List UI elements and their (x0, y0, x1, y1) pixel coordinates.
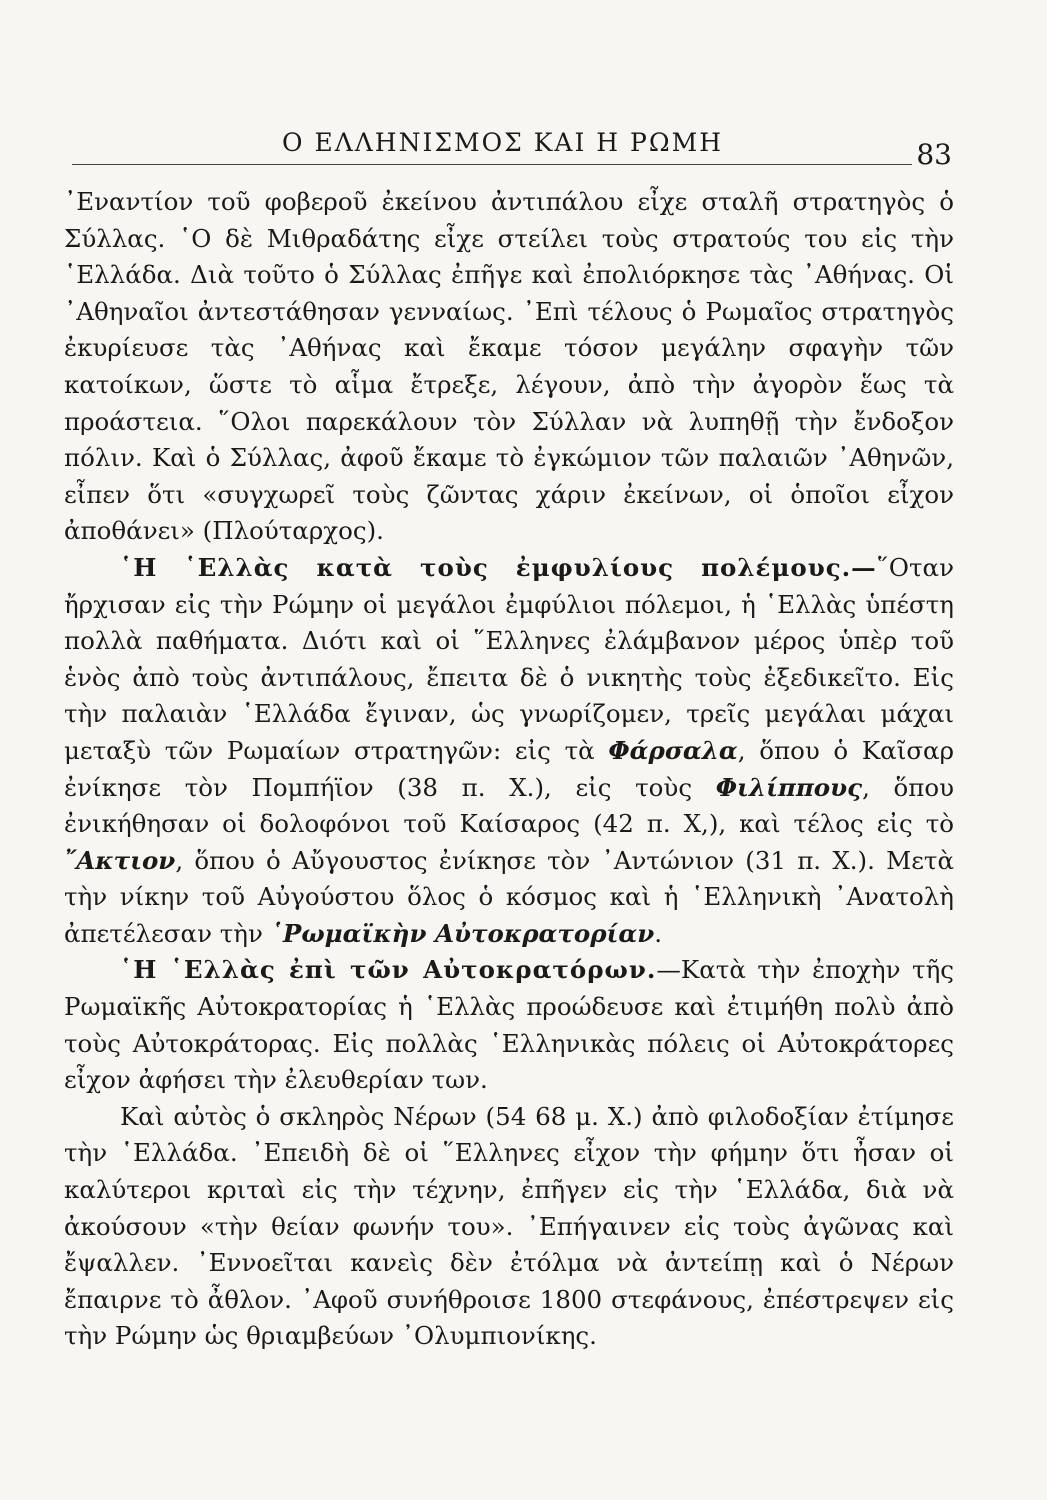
paragraph-nero: Καὶ αὐτὸς ὁ σκληρὸς Νέρων (54 68 μ. Χ.) ἀπὸ φιλοδοξίαν ἐτίμησε τὴν ῾Ελλάδα. ᾿Επειδὴ δὲ οἱ ῞Ελληνες εἶχον τὴν φήμην ὅτι ἦσαν οἱ καλύτεροι κριταὶ εἰς τὴν τέχνην, ἐπῆγεν εἰς τὴν ῾Ελλάδα, διὰ νὰ ἀκούσουν «τὴν θείαν φωνήν του». ᾿Επήγαινεν εἰς τοὺς ἀγῶνας καὶ ἔψαλλεν. ᾿Εννοεῖται κανεὶς δὲν ἐτόλμα νὰ ἀντείπῃ καὶ ὁ Νέρων ἔπαιρνε τὸ ἆθλον. ᾿Αφοῦ συνήθροισε 1800 στεφάνους, ἐπέστρεψεν εἰς τὴν Ρώμην ὡς θριαμβεύων ᾿Ολυμπιονίκης. (64, 1101, 954, 1351)
place-philippi: Φιλίππους (715, 772, 863, 802)
running-title: Ο ΕΛΛΗΝΙΣΜΟΣ ΚΑΙ Η ΡΩΜΗ (282, 128, 723, 157)
page-body (64, 184, 954, 1355)
place-actium: ῎Ακτιον (64, 845, 176, 875)
paragraph-emperors (64, 952, 954, 1098)
text-segment: . (654, 918, 662, 948)
section-heading-emperors: ῾Η ῾Ελλὰς ἐπὶ τῶν Αὐτοκρατόρων. (120, 955, 657, 985)
section-heading-civil-wars: ῾Η ῾Ελλὰς κατὰ τοὺς ἐμφυλίους πολέμους.— (120, 552, 877, 582)
text-segment: ῞Οταν ἤρχισαν εἰς τὴν Ρώμην οἱ μεγάλοι ἐμφύλιοι πόλεμοι, ἡ ῾Ελλὰς ὑπέστη πολλὰ παθήματα. Διότι καὶ οἱ ῞Ελληνες ἐλάμβανον μέρος ὑπὲρ τοῦ ἑνὸς ἀπὸ τοὺς ἀντιπάλους, ἔπειτα δὲ ὁ νικητὴς τοὺς ἐξεδικεῖτο. Εἰς τὴν παλαιὰν ῾Ελλάδα ἔγιναν, ὡς γνωρίζομεν, τρεῖς μεγάλαι μάχαι μεταξὺ τῶν Ρωμαίων στρατηγῶν: εἰς τὰ (64, 552, 954, 765)
text-segment: , ὅπου ὁ Αὔγουστος ἐνίκησε τὸν ᾿Αντώνιον (31 π. Χ.). Μετὰ τὴν νίκην τοῦ Αὐγούστου ὅλος ὁ κόσμος καὶ ἡ ῾Ελληνικὴ ᾿Ανατολὴ ἀπετέλεσαν τὴν (64, 845, 954, 948)
text-segment: , ὅπου ἐνικήθησαν οἱ δολοφόνοι τοῦ Καίσαρος (42 π. Χ,), καὶ τέλος εἰς τὸ (64, 772, 955, 839)
text-segment: , ὅπου ὁ Καῖσαρ ἐνίκησε τὸν Πομπήϊον (38 π. Χ.), εἰς τοὺς (64, 735, 954, 802)
text-segment: —Κατὰ τὴν ἐποχὴν τῆς Ρωμαϊκῆς Αὐτοκρατορίας ἡ ῾Ελλὰς προώδευσε καὶ ἐτιμήθη πολὺ ἀπὸ τοὺς Αὐτοκράτορας. Εἰς πολλὰς ῾Ελληνικὰς πόλεις οἱ Αὐτοκράτορες εἶχον ἀφήσει τὴν ἐλευθερίαν των. (64, 955, 954, 1095)
page-number: 83 (916, 138, 952, 171)
term-roman-empire: ῾Ρωμαϊκὴν Αὐτοκρατορίαν (270, 918, 655, 948)
page-header (72, 128, 952, 171)
paragraph-civil-wars (64, 550, 954, 953)
header-rule (72, 164, 912, 165)
paragraph-sullas: ᾿Εναντίον τοῦ φοβεροῦ ἐκείνου ἀντιπάλου εἶχε σταλῆ στρατηγὸς ὁ Σύλλας. ῾Ο δὲ Μιθραδάτης εἶχε στείλει τοὺς στρατούς του εἰς τὴν ῾Ελλάδα. Διὰ τοῦτο ὁ Σύλλας ἐπῆγε καὶ ἐπολιόρκησε τὰς ᾿Αθήνας. Οἱ ᾿Αθηναῖοι ἀντεστάθησαν γενναίως. ᾿Επὶ τέλους ὁ Ρωμαῖος στρατηγὸς ἐκυρίευσε τὰς ᾿Αθήνας καὶ ἔκαμε τόσον μεγάλην σφαγὴν τῶν κατοίκων, ὥστε τὸ αἷμα ἔτρεξε, λέγουν, ἀπὸ τὴν ἀγορὸν ἕως τὰ προάστεια. ῞Ολοι παρεκάλουν τὸν Σύλλαν νὰ λυπηθῇ τὴν ἔνδοξον πόλιν. Καὶ ὁ Σύλλας, ἀφοῦ ἔκαμε τὸ ἐγκώμιον τῶν παλαιῶν ᾿Αθηνῶν, εἶπεν ὅτι «συγχωρεῖ τοὺς ζῶντας χάριν ἐκείνων, οἱ ὁποῖοι εἶχον ἀποθάνει» (Πλούταρχος). (64, 187, 954, 546)
place-pharsala: Φάρσαλα (608, 735, 738, 765)
